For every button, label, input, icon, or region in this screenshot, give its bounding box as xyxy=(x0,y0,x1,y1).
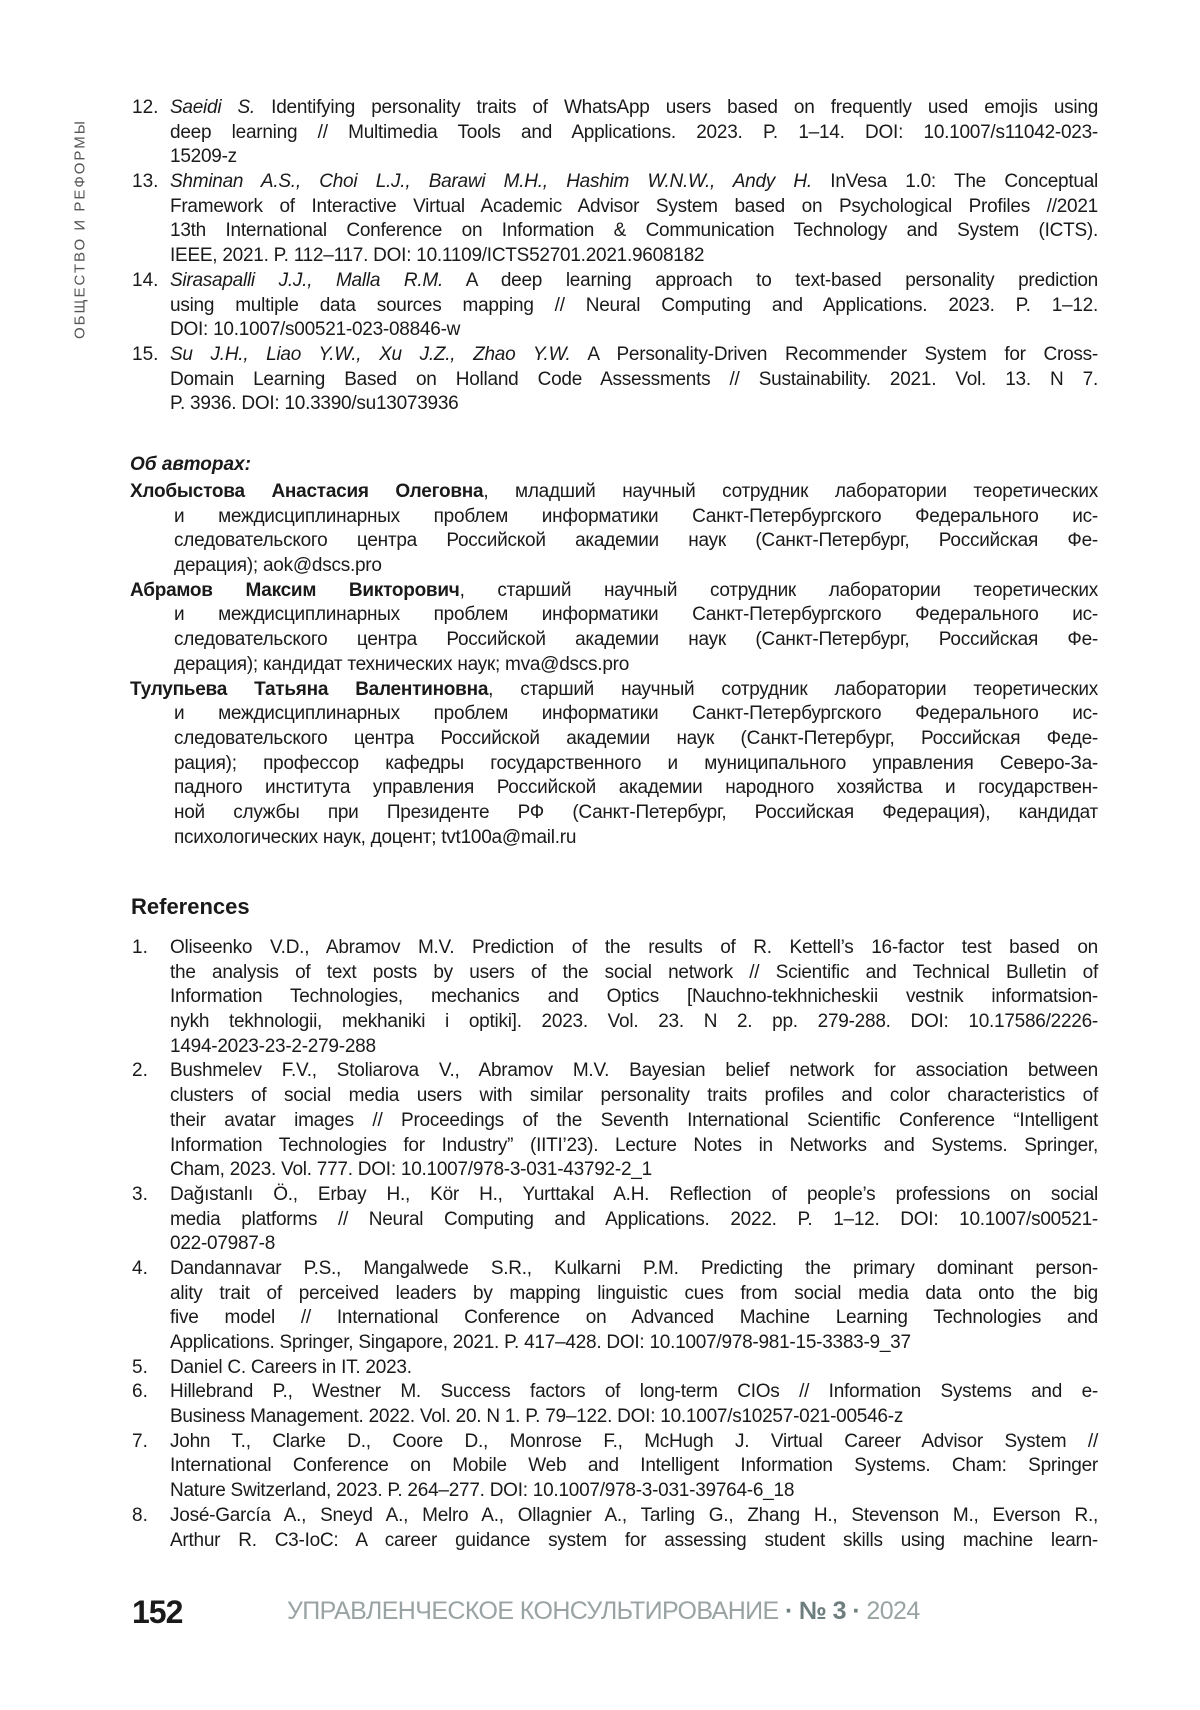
reference-number: 7. xyxy=(132,1430,148,1455)
text-line xyxy=(170,1356,1098,1381)
text-segment: , старший научный сотрудник лаборатории теоретических xyxy=(460,580,1098,601)
text-segment: Oliseenko V.D., Abramov M.V. Prediction of the results of R. Kettell’s 16-factor test based on xyxy=(170,937,1098,958)
text-segment: рация); профессор кафедры государственного и муниципального управления Северо-За- xyxy=(174,753,1098,774)
text-line xyxy=(130,579,1098,604)
citation-authors: Sirasapalli J.J., Malla R.M. xyxy=(170,270,443,291)
text-line xyxy=(170,145,1098,170)
text-line xyxy=(170,1380,1098,1405)
reference-item xyxy=(132,936,1098,1059)
reference-number: 6. xyxy=(132,1380,148,1405)
text-line xyxy=(170,294,1098,319)
reference-number: 2. xyxy=(132,1059,148,1084)
text-line xyxy=(170,936,1098,961)
author-name: Абрамов Максим Викторович xyxy=(130,580,460,601)
text-line xyxy=(130,480,1098,505)
reference-number: 15. xyxy=(132,343,158,368)
text-line xyxy=(170,1208,1098,1233)
author-entry xyxy=(130,579,1098,678)
text-segment: Cham, 2023. Vol. 777. DOI: 10.1007/978-3-031-43792-2_1 xyxy=(170,1159,652,1180)
text-segment: Business Management. 2022. Vol. 20. N 1. P. 79–122. DOI: 10.1007/s10257-021-00546-z xyxy=(170,1406,903,1427)
text-line xyxy=(174,752,1098,777)
text-segment: Arthur R. C3-IoC: A career guidance system for assessing student skills using machine learn- xyxy=(170,1530,1098,1551)
text-segment: Nature Switzerland, 2023. P. 264–277. DOI: 10.1007/978-3-031-39764-6_18 xyxy=(170,1480,794,1501)
text-segment: 022-07987-8 xyxy=(170,1233,275,1254)
issue-number: № 3 xyxy=(799,1597,846,1625)
text-segment: и междисциплинарных проблем информатики Санкт-Петербургского Федерального ис- xyxy=(174,604,1098,625)
text-segment: , старший научный сотрудник лаборатории теоретических xyxy=(488,679,1098,700)
citation-authors: Saeidi S. xyxy=(170,97,255,118)
authors-heading: Об авторах: xyxy=(130,453,251,478)
separator: · xyxy=(852,1597,860,1625)
text-line xyxy=(174,826,1098,851)
text-segment: , младший научный сотрудник лаборатории теоретических xyxy=(483,481,1098,502)
text-segment: 1494-2023-23-2-279-288 xyxy=(170,1036,376,1057)
text-line xyxy=(174,776,1098,801)
reference-number: 13. xyxy=(132,170,158,195)
text-line xyxy=(170,318,1098,343)
text-line xyxy=(170,1134,1098,1159)
text-line xyxy=(170,1479,1098,1504)
text-segment: Framework of Interactive Virtual Academic Advisor System based on Psychological Profiles //2021 xyxy=(170,196,1098,217)
text-segment: five model // International Conference on Advanced Machine Learning Technologies and xyxy=(170,1307,1098,1328)
text-line xyxy=(170,121,1098,146)
text-line xyxy=(170,343,1098,368)
text-segment: José-García A., Sneyd A., Melro A., Ollagnier A., Tarling G., Zhang H., Stevenson M., Everson R., xyxy=(170,1505,1098,1526)
text-line xyxy=(170,368,1098,393)
text-line xyxy=(170,96,1098,121)
text-segment: 13th International Conference on Information & Communication Technology and System (ICTS). xyxy=(170,220,1098,241)
text-line xyxy=(170,1158,1098,1183)
text-line xyxy=(170,1109,1098,1134)
reference-item xyxy=(132,1504,1098,1553)
authors-list xyxy=(130,480,1098,850)
reference-item xyxy=(132,1430,1098,1504)
reference-item xyxy=(132,1380,1098,1429)
text-line xyxy=(170,1010,1098,1035)
journal-footer xyxy=(287,1597,920,1626)
reference-number: 4. xyxy=(132,1257,148,1282)
text-segment: Dağıstanlı Ö., Erbay H., Kör H., Yurttakal A.H. Reflection of people’s professions on social xyxy=(170,1184,1098,1205)
text-line xyxy=(170,219,1098,244)
section-label: ОБЩЕСТВО И РЕФОРМЫ xyxy=(72,119,89,339)
text-segment: и междисциплинарных проблем информатики Санкт-Петербургского Федерального ис- xyxy=(174,703,1098,724)
reference-item xyxy=(132,170,1098,269)
text-line xyxy=(170,1059,1098,1084)
text-segment: Applications. Springer, Singapore, 2021. P. 417–428. DOI: 10.1007/978-981-15-3383-9_37 xyxy=(170,1332,911,1353)
references-heading: References xyxy=(131,893,250,921)
text-segment: Domain Learning Based on Holland Code Assessments // Sustainability. 2021. Vol. 13. N 7. xyxy=(170,369,1098,390)
text-segment: 15209-z xyxy=(170,146,237,167)
reference-item xyxy=(132,343,1098,417)
text-segment: дерация); кандидат технических наук; mva@dscs.pro xyxy=(174,654,629,675)
text-segment: Identifying personality traits of WhatsApp users based on frequently used emojis using xyxy=(255,97,1098,118)
text-line xyxy=(170,1405,1098,1430)
text-segment: media platforms // Neural Computing and Applications. 2022. P. 1–12. DOI: 10.1007/s00521- xyxy=(170,1209,1098,1230)
reference-list-continued xyxy=(132,96,1098,417)
text-segment: InVesa 1.0: The Conceptual xyxy=(812,171,1098,192)
text-line xyxy=(170,1282,1098,1307)
page-number: 152 xyxy=(132,1594,182,1631)
text-line xyxy=(170,269,1098,294)
text-segment: A deep learning approach to text-based personality prediction xyxy=(443,270,1098,291)
journal-year: 2024 xyxy=(866,1597,919,1625)
text-line xyxy=(174,653,1098,678)
text-line xyxy=(170,1306,1098,1331)
text-segment: Dandannavar P.S., Mangalwede S.R., Kulkarni P.M. Predicting the primary dominant person- xyxy=(170,1258,1098,1279)
text-segment: Information Technologies, mechanics and Optics [Nauchno-tekhnicheskii vestnik informatsion- xyxy=(170,986,1098,1007)
text-line xyxy=(170,1529,1098,1554)
text-segment: следовательского центра Российской академии наук (Санкт-Петербург, Российская Фе- xyxy=(174,530,1098,551)
text-line xyxy=(170,1183,1098,1208)
text-line xyxy=(170,1430,1098,1455)
text-segment: Hillebrand P., Westner M. Success factors of long-term CIOs // Information Systems and e- xyxy=(170,1381,1098,1402)
text-line xyxy=(174,727,1098,752)
citation-authors: Su J.H., Liao Y.W., Xu J.Z., Zhao Y.W. xyxy=(170,344,571,365)
reference-number: 3. xyxy=(132,1183,148,1208)
text-segment: Information Technologies for Industry” (IITI’23). Lecture Notes in Networks and Systems. Springer, xyxy=(170,1135,1098,1156)
separator: · xyxy=(785,1597,793,1625)
text-line xyxy=(130,678,1098,703)
text-segment: P. 3936. DOI: 10.3390/su13073936 xyxy=(170,393,459,414)
text-line xyxy=(170,985,1098,1010)
text-segment: дерация); aok@dscs.pro xyxy=(174,555,382,576)
text-line xyxy=(170,1504,1098,1529)
reference-item xyxy=(132,1059,1098,1182)
reference-item xyxy=(132,96,1098,170)
text-segment: deep learning // Multimedia Tools and Applications. 2023. P. 1–14. DOI: 10.1007/s11042-023- xyxy=(170,122,1098,143)
text-line xyxy=(174,529,1098,554)
text-segment: A Personality-Driven Recommender System for Cross- xyxy=(571,344,1098,365)
reference-item xyxy=(132,1356,1098,1381)
references-list xyxy=(132,936,1098,1553)
text-line xyxy=(170,961,1098,986)
citation-authors: Shminan A.S., Choi L.J., Barawi M.H., Hashim W.N.W., Andy H. xyxy=(170,171,812,192)
text-line xyxy=(170,195,1098,220)
text-line xyxy=(170,1232,1098,1257)
text-line xyxy=(174,554,1098,579)
text-segment: using multiple data sources mapping // Neural Computing and Applications. 2023. P. 1–12. xyxy=(170,295,1098,316)
text-segment: ной службы при Президенте РФ (Санкт-Петербург, Российская Федерация), кандидат xyxy=(174,802,1098,823)
text-line xyxy=(170,170,1098,195)
text-line xyxy=(174,628,1098,653)
reference-item xyxy=(132,269,1098,343)
text-segment: и междисциплинарных проблем информатики Санкт-Петербургского Федерального ис- xyxy=(174,506,1098,527)
text-line xyxy=(174,603,1098,628)
text-segment: следовательского центра Российской академии наук (Санкт-Петербург, Российская Феде- xyxy=(174,728,1098,749)
text-segment: IEEE, 2021. P. 112–117. DOI: 10.1109/ICTS52701.2021.9608182 xyxy=(170,245,704,266)
text-segment: their avatar images // Proceedings of the Seventh International Scientific Conference “Intelligent xyxy=(170,1110,1098,1131)
text-line xyxy=(174,505,1098,530)
reference-number: 5. xyxy=(132,1356,148,1381)
author-name: Тулупьева Татьяна Валентиновна xyxy=(130,679,488,700)
text-line xyxy=(170,392,1098,417)
text-segment: clusters of social media users with similar personality traits profiles and color characteristics of xyxy=(170,1085,1098,1106)
text-segment: следовательского центра Российской академии наук (Санкт-Петербург, Российская Фе- xyxy=(174,629,1098,650)
reference-item xyxy=(132,1183,1098,1257)
text-segment: психологических наук, доцент; tvt100a@mail.ru xyxy=(174,827,576,848)
text-line xyxy=(170,1035,1098,1060)
text-line xyxy=(170,1084,1098,1109)
text-line xyxy=(170,1257,1098,1282)
text-segment: ality trait of perceived leaders by mapping linguistic cues from social media data onto the big xyxy=(170,1283,1098,1304)
text-segment: Daniel C. Careers in IT. 2023. xyxy=(170,1357,412,1378)
author-name: Хлобыстова Анастасия Олеговна xyxy=(130,481,483,502)
text-segment: International Conference on Mobile Web and Intelligent Information Systems. Cham: Springer xyxy=(170,1455,1098,1476)
text-segment: падного института управления Российской академии народного хозяйства и государствен- xyxy=(174,777,1098,798)
author-entry xyxy=(130,678,1098,851)
journal-title: УПРАВЛЕНЧЕСКОЕ КОНСУЛЬТИРОВАНИЕ xyxy=(287,1597,779,1625)
text-line xyxy=(174,801,1098,826)
text-line xyxy=(170,1331,1098,1356)
reference-number: 1. xyxy=(132,936,148,961)
text-line xyxy=(170,1454,1098,1479)
author-entry xyxy=(130,480,1098,579)
text-line xyxy=(170,244,1098,269)
text-line xyxy=(174,702,1098,727)
reference-item xyxy=(132,1257,1098,1356)
reference-number: 14. xyxy=(132,269,158,294)
text-segment: nykh tekhnologii, mekhaniki i optiki]. 2023. Vol. 23. N 2. pp. 279-288. DOI: 10.17586/2226- xyxy=(170,1011,1098,1032)
text-segment: DOI: 10.1007/s00521-023-08846-w xyxy=(170,319,460,340)
reference-number: 12. xyxy=(132,96,158,121)
text-segment: Bushmelev F.V., Stoliarova V., Abramov M.V. Bayesian belief network for association between xyxy=(170,1060,1098,1081)
text-segment: John T., Clarke D., Coore D., Monrose F., McHugh J. Virtual Career Advisor System // xyxy=(170,1431,1098,1452)
reference-number: 8. xyxy=(132,1504,148,1529)
text-segment: the analysis of text posts by users of the social network // Scientific and Technical Bulletin of xyxy=(170,962,1098,983)
